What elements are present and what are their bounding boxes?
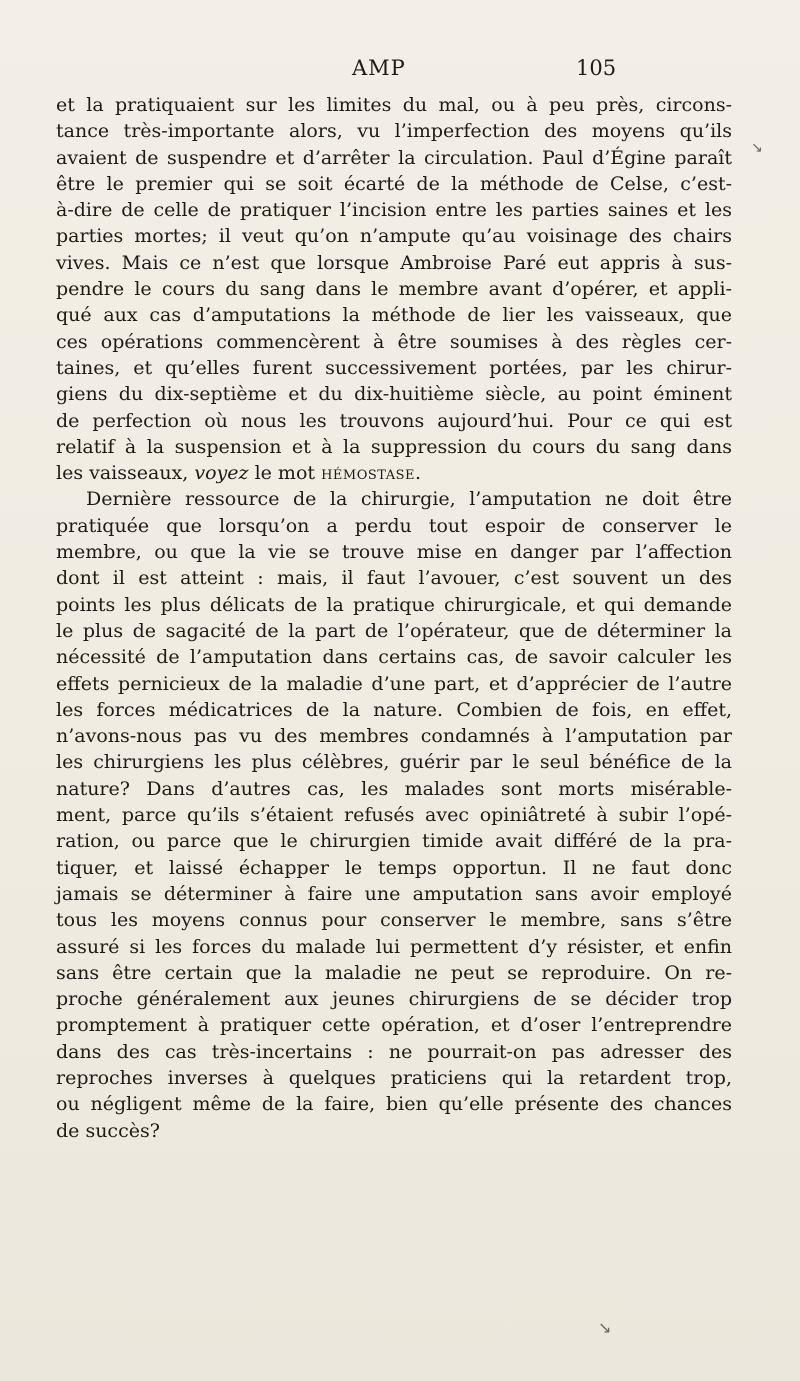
text-line: dont il est atteint : mais, il faut l’avouer, c’est souvent un des [56,567,732,590]
text-line-crossref [56,460,732,486]
text-line: taines, et qu’elles furent successivement portées, par les chirur- [56,356,732,379]
text-line: reproches inverses à quelques praticiens qui la retardent trop, [56,1066,732,1089]
page-number: 105 [576,56,617,80]
text-line: tance très-importante alors, vu l’imperfection des moyens qu’ils [56,120,732,143]
text-line: giens du dix-septième et du dix-huitième siècle, au point éminent [56,383,732,406]
text-line: pratiquée que lorsqu’on a perdu tout espoir de conserver le [56,514,732,537]
text-line: de perfection où nous les trouvons aujourd’hui. Pour ce qui est [56,409,732,432]
text-line: jamais se déterminer à faire une amputation sans avoir employé [56,882,732,905]
text-line: promptement à pratiquer cette opération, et d’oser l’entreprendre [56,1014,732,1037]
text-line: ou négligent même de la faire, bien qu’elle présente des chances [56,1093,732,1116]
text-line: n’avons-nous pas vu des membres condamnés à l’amputation par [56,725,732,748]
text-line: et la pratiquaient sur les limites du mal, ou à peu près, circons- [56,94,732,116]
text-line: dans des cas très-incertains : ne pourrait-on pas adresser des [56,1040,732,1063]
crossref-middle: le mot [248,462,322,485]
text-line: le plus de sagacité de la part de l’opérateur, que de déterminer la [56,619,732,642]
crossref-prefix: les vaisseaux, [56,462,195,485]
text-line: vives. Mais ce n’est que lorsque Ambroise Paré eut appris à sus- [56,251,732,274]
text-line: proche généralement aux jeunes chirurgiens de se décider trop [56,988,732,1011]
text-line: ration, ou parce que le chirurgien timide avait différé de la pra- [56,830,732,853]
body-text [56,92,732,1144]
paragraph-1 [56,92,732,486]
text-line: ces opérations commencèrent à être soumises à des règles cer- [56,330,732,353]
text-line: nécessité de l’amputation dans certains cas, de savoir calculer les [56,646,732,669]
text-line: points les plus délicats de la pratique chirurgicale, et qui demande [56,593,732,616]
crossref-italic: voyez [194,462,249,485]
text-line: membre, ou que la vie se trouve mise en danger par l’affection [56,541,732,564]
running-head: AMP [352,56,406,80]
text-line: pendre le cours du sang dans le membre avant d’opérer, et appli- [56,278,732,301]
text-line: sans être certain que la maladie ne peut se reproduire. On re- [56,961,732,984]
paragraph-2 [56,486,732,1143]
stray-mark: ↘ [598,1318,612,1337]
text-line: parties mortes; il veut qu’on n’ampute qu’au voisinage des chairs [56,225,732,248]
text-line: effets pernicieux de la maladie d’une part, et d’apprécier de l’autre [56,672,732,695]
crossref-term: hémostase. [321,462,422,485]
text-line: assuré si les forces du malade lui permettent d’y résister, et enfin [56,935,732,958]
text-line: être le premier qui se soit écarté de la méthode de Celse, c’est- [56,172,732,195]
text-line: Dernière ressource de la chirurgie, l’amputation ne doit être [86,488,732,511]
text-line: les forces médicatrices de la nature. Combien de fois, en effet, [56,698,732,721]
text-line: ment, parce qu’ils s’étaient refusés avec opiniâtreté à subir l’opé- [56,804,732,827]
text-line: qué aux cas d’amputations la méthode de lier les vaisseaux, que [56,304,732,327]
text-line: nature? Dans d’autres cas, les malades sont morts misérable- [56,777,732,800]
stray-mark: ↘ [751,140,763,156]
text-line: les chirurgiens les plus célèbres, guérir par le seul bénéfice de la [56,751,732,774]
text-line: à-dire de celle de pratiquer l’incision entre les parties saines et les [56,199,732,222]
text-line: tous les moyens connus pour conserver le membre, sans s’être [56,909,732,932]
text-line: avaient de suspendre et d’arrêter la circulation. Paul d’Égine paraît [56,146,732,169]
text-line: de succès? [56,1119,160,1142]
text-line: tiquer, et laissé échapper le temps opportun. Il ne faut donc [56,856,732,879]
page-header [0,56,800,86]
text-line: relatif à la suspension et à la suppression du cours du sang dans [56,435,732,458]
